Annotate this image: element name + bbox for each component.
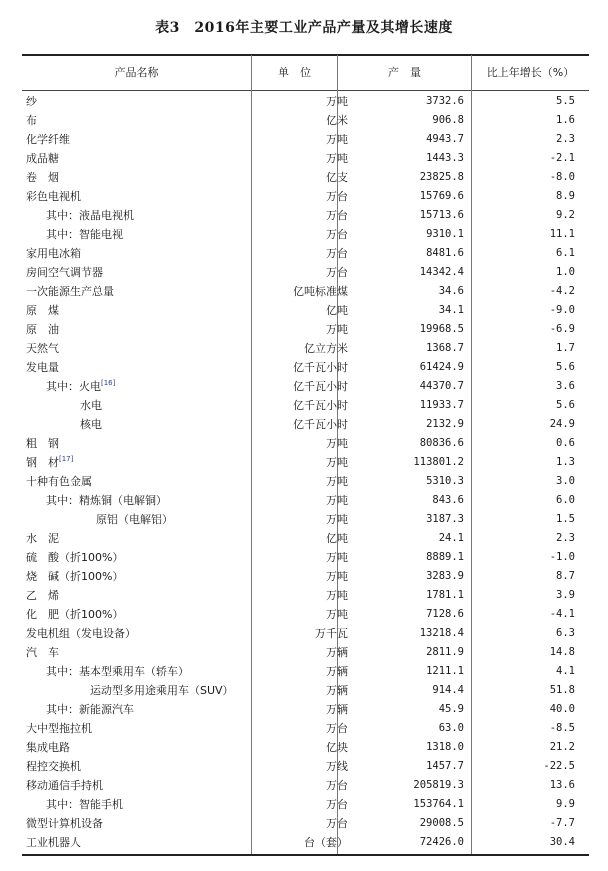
product-name: 成品糖 — [26, 152, 59, 165]
product-name: 布 — [26, 114, 37, 127]
product-name: 工业机器人 — [26, 836, 81, 849]
product-name: 一次能源生产总量 — [26, 285, 114, 298]
unit-cell: 万吨 — [326, 570, 348, 583]
table-row — [22, 757, 589, 776]
table-row — [22, 320, 589, 339]
table-row — [22, 529, 589, 548]
unit-cell: 亿千瓦小时 — [293, 399, 348, 412]
quantity-cell: 13218.4 — [419, 627, 464, 639]
unit-cell: 万千瓦 — [315, 627, 348, 640]
table-row — [22, 187, 589, 206]
growth-cell: 8.9 — [556, 190, 575, 202]
unit-cell: 万吨 — [326, 152, 348, 165]
product-name: 其中：火电[16] — [46, 379, 116, 393]
growth-cell: 14.8 — [549, 646, 575, 658]
quantity-cell: 1457.7 — [426, 760, 464, 772]
growth-cell: -6.9 — [549, 323, 575, 335]
unit-cell: 亿吨 — [326, 532, 348, 545]
growth-cell: 51.8 — [549, 684, 575, 696]
quantity-cell: 23825.8 — [419, 171, 464, 183]
growth-cell: 5.6 — [556, 361, 575, 373]
product-name: 微型计算机设备 — [26, 817, 103, 830]
unit-cell: 万吨 — [326, 475, 348, 488]
growth-cell: 0.6 — [556, 437, 575, 449]
table-row — [22, 643, 589, 662]
growth-cell: 21.2 — [549, 741, 575, 753]
product-name: 水电 — [80, 399, 102, 412]
quantity-cell: 61424.9 — [419, 361, 464, 373]
quantity-cell: 3732.6 — [426, 95, 464, 107]
growth-cell: 13.6 — [549, 779, 575, 791]
table-row — [22, 472, 589, 491]
footnote-ref[interactable]: [17] — [59, 455, 74, 463]
unit-cell: 亿吨标准煤 — [293, 285, 348, 298]
product-name: 家用电冰箱 — [26, 247, 81, 260]
quantity-cell: 2132.9 — [426, 418, 464, 430]
growth-cell: 2.3 — [556, 532, 575, 544]
table-row — [22, 700, 589, 719]
quantity-cell: 80836.6 — [419, 437, 464, 449]
quantity-cell: 63.0 — [438, 722, 464, 734]
unit-cell: 亿立方米 — [304, 342, 348, 355]
unit-cell: 亿吨 — [326, 304, 348, 317]
unit-cell: 万台 — [326, 817, 348, 830]
product-name: 卷 烟 — [26, 171, 59, 184]
unit-cell: 万吨 — [326, 494, 348, 507]
product-name: 烧 碱（折100%） — [26, 570, 124, 583]
product-name: 原 油 — [26, 323, 59, 336]
table-row — [22, 567, 589, 586]
growth-cell: 6.3 — [556, 627, 575, 639]
growth-cell: 11.1 — [549, 228, 575, 240]
growth-cell: 24.9 — [549, 418, 575, 430]
unit-cell: 台（套） — [304, 836, 348, 849]
table-row — [22, 833, 589, 852]
table-row — [22, 738, 589, 757]
growth-cell: -2.1 — [549, 152, 575, 164]
growth-cell: 8.7 — [556, 570, 575, 582]
quantity-cell: 15713.6 — [419, 209, 464, 221]
product-name: 发电机组（发电设备） — [26, 627, 136, 640]
quantity-cell: 34.1 — [438, 304, 464, 316]
quantity-cell: 2811.9 — [426, 646, 464, 658]
header-quantity: 产 量 — [388, 66, 421, 79]
table-row — [22, 776, 589, 795]
unit-cell: 万吨 — [326, 551, 348, 564]
product-name: 乙 烯 — [26, 589, 59, 602]
unit-cell: 万台 — [326, 266, 348, 279]
unit-cell: 万台 — [326, 209, 348, 222]
growth-cell: 1.0 — [556, 266, 575, 278]
table-row — [22, 415, 589, 434]
quantity-cell: 34.6 — [438, 285, 464, 297]
growth-cell: -8.0 — [549, 171, 575, 183]
growth-cell: -7.7 — [549, 817, 575, 829]
growth-cell: -9.0 — [549, 304, 575, 316]
table-row — [22, 225, 589, 244]
unit-cell: 万吨 — [326, 456, 348, 469]
growth-cell: -4.2 — [549, 285, 575, 297]
product-name: 十种有色金属 — [26, 475, 92, 488]
quantity-cell: 914.4 — [432, 684, 464, 696]
growth-cell: 1.6 — [556, 114, 575, 126]
product-name: 其中：液晶电视机 — [46, 209, 134, 222]
table-row — [22, 662, 589, 681]
table-row — [22, 605, 589, 624]
header-product-name: 产品名称 — [114, 66, 159, 79]
table-row — [22, 396, 589, 415]
growth-cell: 3.6 — [556, 380, 575, 392]
growth-cell: 4.1 — [556, 665, 575, 677]
unit-cell: 万台 — [326, 247, 348, 260]
unit-cell: 万线 — [326, 760, 348, 773]
unit-cell: 亿千瓦小时 — [293, 380, 348, 393]
unit-cell: 万吨 — [326, 589, 348, 602]
unit-cell: 亿米 — [326, 114, 348, 127]
product-name: 汽 车 — [26, 646, 59, 659]
product-name: 天然气 — [26, 342, 59, 355]
quantity-cell: 906.8 — [432, 114, 464, 126]
table-row — [22, 263, 589, 282]
quantity-cell: 5310.3 — [426, 475, 464, 487]
growth-cell: 9.9 — [556, 798, 575, 810]
growth-cell: 5.5 — [556, 95, 575, 107]
product-name: 房间空气调节器 — [26, 266, 103, 279]
table-row — [22, 301, 589, 320]
unit-cell: 万吨 — [326, 437, 348, 450]
table-row — [22, 339, 589, 358]
quantity-cell: 1443.3 — [426, 152, 464, 164]
table-row — [22, 206, 589, 225]
quantity-cell: 153764.1 — [413, 798, 464, 810]
quantity-cell: 45.9 — [438, 703, 464, 715]
quantity-cell: 1318.0 — [426, 741, 464, 753]
growth-cell: 3.0 — [556, 475, 575, 487]
growth-cell: 3.9 — [556, 589, 575, 601]
quantity-cell: 29008.5 — [419, 817, 464, 829]
product-name: 移动通信手持机 — [26, 779, 103, 792]
product-name: 原 煤 — [26, 304, 59, 317]
table-row — [22, 358, 589, 377]
quantity-cell: 1781.1 — [426, 589, 464, 601]
unit-cell: 万辆 — [326, 703, 348, 716]
growth-cell: -4.1 — [549, 608, 575, 620]
table-row — [22, 548, 589, 567]
table-header-rule — [22, 90, 589, 91]
unit-cell: 亿千瓦小时 — [293, 418, 348, 431]
unit-cell: 万吨 — [326, 323, 348, 336]
table-row — [22, 719, 589, 738]
quantity-cell: 11933.7 — [419, 399, 464, 411]
product-name: 其中：精炼铜（电解铜） — [46, 494, 167, 507]
quantity-cell: 205819.3 — [413, 779, 464, 791]
table-row — [22, 434, 589, 453]
unit-cell: 亿支 — [326, 171, 348, 184]
product-name: 其中：新能源汽车 — [46, 703, 134, 716]
quantity-cell: 72426.0 — [419, 836, 464, 848]
footnote-ref[interactable]: [16] — [101, 379, 116, 387]
unit-cell: 万吨 — [326, 513, 348, 526]
table-row — [22, 795, 589, 814]
growth-cell: 1.5 — [556, 513, 575, 525]
unit-cell: 万辆 — [326, 665, 348, 678]
unit-cell: 万台 — [326, 722, 348, 735]
growth-cell: 5.6 — [556, 399, 575, 411]
unit-cell: 亿千瓦小时 — [293, 361, 348, 374]
unit-cell: 万台 — [326, 798, 348, 811]
table-bottom-rule — [22, 854, 589, 856]
table-row — [22, 168, 589, 187]
quantity-cell: 19968.5 — [419, 323, 464, 335]
unit-cell: 万台 — [326, 779, 348, 792]
quantity-cell: 15769.6 — [419, 190, 464, 202]
product-name: 其中：基本型乘用车（轿车） — [46, 665, 189, 678]
table-row — [22, 510, 589, 529]
product-name: 彩色电视机 — [26, 190, 81, 203]
growth-cell: 9.2 — [556, 209, 575, 221]
product-name: 纱 — [26, 95, 37, 108]
unit-cell: 万吨 — [326, 608, 348, 621]
table-row — [22, 814, 589, 833]
unit-cell: 亿块 — [326, 741, 348, 754]
table-row — [22, 149, 589, 168]
growth-cell: -1.0 — [549, 551, 575, 563]
quantity-cell: 8481.6 — [426, 247, 464, 259]
table-row — [22, 92, 589, 111]
quantity-cell: 9310.1 — [426, 228, 464, 240]
table-row — [22, 586, 589, 605]
table-row — [22, 624, 589, 643]
table-row — [22, 377, 589, 396]
growth-cell: -22.5 — [543, 760, 575, 772]
table-row — [22, 282, 589, 301]
product-name: 化 肥（折100%） — [26, 608, 124, 621]
quantity-cell: 24.1 — [438, 532, 464, 544]
quantity-cell: 14342.4 — [419, 266, 464, 278]
product-name: 发电量 — [26, 361, 59, 374]
table-row — [22, 491, 589, 510]
product-name: 程控交换机 — [26, 760, 81, 773]
growth-cell: 1.3 — [556, 456, 575, 468]
product-name: 钢 材[17] — [26, 455, 74, 469]
product-name: 集成电路 — [26, 741, 70, 754]
table-row — [22, 130, 589, 149]
product-name: 水 泥 — [26, 532, 59, 545]
product-name: 其中：智能电视 — [46, 228, 123, 241]
table-row — [22, 111, 589, 130]
quantity-cell: 1368.7 — [426, 342, 464, 354]
product-name: 其中：智能手机 — [46, 798, 123, 811]
product-name: 大中型拖拉机 — [26, 722, 92, 735]
growth-cell: 6.0 — [556, 494, 575, 506]
unit-cell: 万吨 — [326, 95, 348, 108]
product-name: 原铝（电解铝） — [96, 513, 173, 526]
quantity-cell: 8889.1 — [426, 551, 464, 563]
table-row — [22, 244, 589, 263]
header-growth: 比上年增长（%） — [486, 66, 575, 79]
unit-cell: 万台 — [326, 228, 348, 241]
quantity-cell: 3187.3 — [426, 513, 464, 525]
table-row — [22, 453, 589, 472]
product-name: 核电 — [80, 418, 102, 431]
quantity-cell: 3283.9 — [426, 570, 464, 582]
growth-cell: -8.5 — [549, 722, 575, 734]
quantity-cell: 7128.6 — [426, 608, 464, 620]
unit-cell: 万台 — [326, 190, 348, 203]
growth-cell: 1.7 — [556, 342, 575, 354]
growth-cell: 2.3 — [556, 133, 575, 145]
growth-cell: 6.1 — [556, 247, 575, 259]
quantity-cell: 1211.1 — [426, 665, 464, 677]
table-row — [22, 681, 589, 700]
quantity-cell: 113801.2 — [413, 456, 464, 468]
growth-cell: 30.4 — [549, 836, 575, 848]
unit-cell: 万辆 — [326, 646, 348, 659]
unit-cell: 万吨 — [326, 133, 348, 146]
product-name: 粗 钢 — [26, 437, 59, 450]
product-name: 化学纤维 — [26, 133, 70, 146]
quantity-cell: 843.6 — [432, 494, 464, 506]
header-unit: 单 位 — [278, 66, 311, 79]
unit-cell: 万辆 — [326, 684, 348, 697]
quantity-cell: 4943.7 — [426, 133, 464, 145]
quantity-cell: 44370.7 — [419, 380, 464, 392]
product-name: 运动型多用途乘用车（SUV） — [90, 684, 234, 697]
page-title: 表3 2016年主要工业产品产量及其增长速度 — [155, 20, 453, 36]
growth-cell: 40.0 — [549, 703, 575, 715]
product-name: 硫 酸（折100%） — [26, 551, 124, 564]
